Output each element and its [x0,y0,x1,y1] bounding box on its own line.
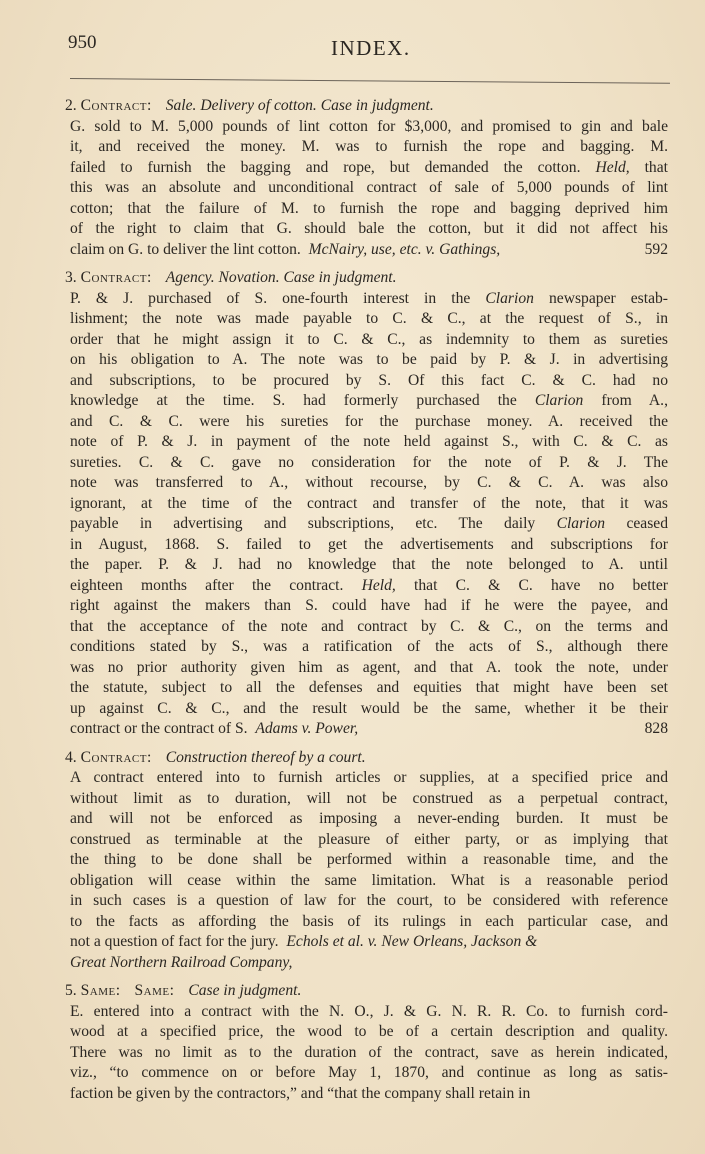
body-line: A contract entered into to furnish articles or supplies, at a specified price and [70,769,668,786]
italic-term: Clarion [534,392,584,409]
entry-subject: Same: [80,982,121,999]
entry-body [62,768,668,973]
entry-number: 3. [65,269,77,286]
entry-body [62,289,668,740]
italic-term: Clarion [485,289,534,307]
entry-heading [62,748,668,769]
body-line: that the acceptance of the note and contract by C. & C., on the terms and [70,617,668,635]
body-line: P. & J. purchased of S. one-fourth interest in the Clarion newspaper estab- [70,289,668,307]
body-line: and C. & C. were his sureties for the purchase money. A. received the [70,412,668,430]
body-line: note of P. & J. in payment of the note held against S., with C. & C. as [70,433,668,450]
entry-number: 5. [65,982,77,999]
body-line: knowledge at the time. S. had formerly purchased the Clarion from A., [70,392,668,409]
body-line: cotton; that the failure of M. to furnish the rope and bagging deprived him [70,199,668,217]
body-line: the paper. P. & J. had no knowledge that the note belonged to A. until [70,556,668,573]
body-line [70,158,668,179]
case-citation: McNairy, use, etc. v. Gathings, [308,240,501,258]
body-line: There was no limit as to the duration of the contract, save as herein indicated, [70,1043,668,1061]
body-line: obligation will cease within the same limitation. What is a reasonable period [70,871,668,889]
index-entries [62,96,668,1112]
citation-line: contract or the contract of S. Adams v. Power, 828 [84,719,668,740]
body-line: it, and received the money. M. was to furnish the rope and bagging. M. [70,138,668,155]
entry-body [62,1002,668,1105]
body-text: claim on G. to deliver the lint cotton. [70,240,301,258]
entry-subject: Contract: [80,269,152,286]
index-entry [62,96,668,260]
body-line: without limit as to duration, will not be construed as a perpetual contract, [70,789,668,807]
case-citation: Echols et al. v. New Orleans, Jackson & [286,933,538,950]
index-entry [62,268,668,740]
body-line: of the right to claim that G. should bale the cotton, but it did not affect his [70,220,668,237]
page-reference: 828 [644,720,668,737]
entry-topics: Construction thereof by a court. [165,748,366,766]
body-line: this was an absolute and unconditional contract of sale of 5,000 pounds of lint [70,179,668,196]
body-line: wood at a specified price, the wood to be of a certain description and quality. [70,1023,668,1040]
page-number: 950 [68,32,97,53]
body-line: note was transferred to A., without recourse, by C. & C. A. was also [70,474,668,491]
entry-topics: Case in judgment. [188,982,302,999]
case-citation-continued: Great Northern Railroad Company, [70,953,293,971]
entry-topics: Agency. Novation. Case in judgment. [165,269,397,286]
body-line: order that he might assign it to C. & C., as indemnity to them as sureties [70,330,668,348]
italic-term: Clarion [556,515,606,532]
body-line: in such cases is a question of law for the court, to be considered with reference [70,892,668,909]
entry-subject: Contract: [80,748,152,766]
body-line: construed as terminable at the pleasure of either party, or as implying that [70,830,668,848]
entry-heading [62,981,668,1002]
page-title: INDEX. [331,36,411,60]
italic-term: Held, [361,576,396,594]
running-head [68,32,685,62]
body-text: failed to furnish the bagging and rope, but demanded the cotton. [70,158,581,176]
page-reference: 592 [644,240,668,258]
entry-subject: Contract: [80,97,152,114]
entry-heading [62,96,668,117]
entry-heading [62,268,668,289]
held-word: Held, [595,158,630,176]
body-line: ignorant, at the time of the contract and transfer of the note, that it was [70,494,668,512]
body-line: payable in advertising and subscriptions, etc. The daily Clarion ceased [70,515,669,532]
body-line: E. entered into a contract with the N. O., J. & G. N. R. R. Co. to furnish cord- [70,1002,668,1020]
body-line: lishment; the note was made payable to C. & C., at the request of S., in [70,310,668,327]
header-rule [70,78,670,84]
body-line: conditions stated by S., was a ratification of the acts of S., although there [70,638,668,655]
body-line: up against C. & C., and the result would be the same, whether it be their [70,699,668,717]
body-line: and subscriptions, to be procured by S. Of this fact C. & C. had no [70,371,668,389]
index-entry [62,981,668,1104]
body-line: to the facts as affording the basis of its rulings in each particular case, and [70,912,668,930]
body-line: was no prior authority given him as agent, and that A. took the note, under [70,658,668,676]
entry-body [62,117,668,261]
body-line: in August, 1868. S. failed to get the advertisements and subscriptions for [70,535,668,553]
entry-number: 4. [65,748,77,766]
body-line: G. sold to M. 5,000 pounds of lint cotton for $3,000, and promised to gin and bale [70,117,668,135]
entry-subject-2: Same: [134,982,175,999]
body-line: right against the makers than S. could have had if he were the payee, and [70,597,668,614]
body-line: on his obligation to A. The note was to be paid by P. & J. in advertising [70,351,668,368]
citation-line [70,240,668,261]
body-text: that [644,158,668,176]
entry-number: 2. [65,97,77,114]
citation-line: not a question of fact for the jury. Echols et al. v. New Orleans, Jackson & [70,933,538,950]
body-line: the thing to be done shall be performed within a reasonable time, and the [70,851,668,868]
body-line: viz., “to commence on or before May 1, 1870, and continue as long as satis- [70,1064,668,1081]
body-line: the statute, subject to all the defenses and equities that might have been set [70,679,668,696]
body-line: faction be given by the contractors,” and “that the company shall retain in [70,1084,531,1102]
body-line: sureties. C. & C. gave no consideration for the note of P. & J. The [70,453,668,471]
body-line: eighteen months after the contract. Held, that C. & C. have no better [70,576,668,594]
case-citation: Adams v. Power, [255,720,359,737]
body-line: and will not be enforced as imposing a never-ending burden. It must be [70,810,668,827]
index-entry [62,748,668,974]
entry-topics: Sale. Delivery of cotton. Case in judgment. [165,97,434,114]
